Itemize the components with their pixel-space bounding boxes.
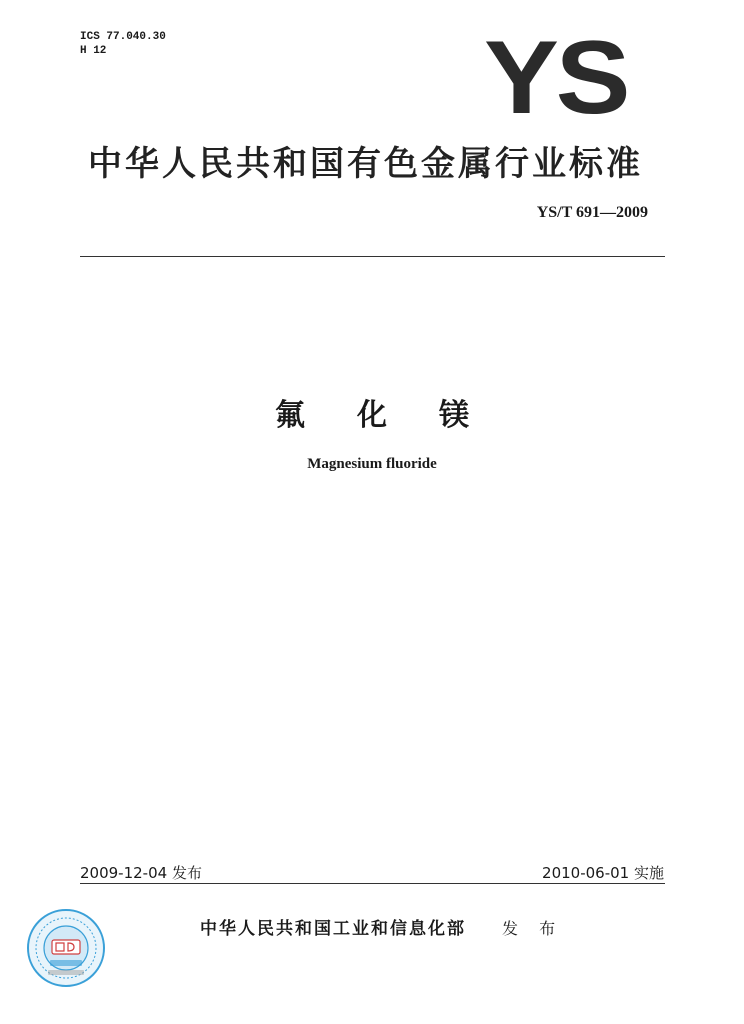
issue-date: 2009-12-04 发布 (80, 864, 202, 882)
implementation-date: 2010-06-01 实施 (542, 864, 664, 882)
certification-seal-icon (26, 908, 106, 988)
classification-codes (80, 30, 166, 58)
issuing-authority: 中华人民共和国工业和信息化部 (200, 919, 466, 939)
document-title-chinese: 氟化镁 (275, 398, 521, 433)
ics-code: ICS 77.040.30 (80, 31, 166, 43)
issuing-authority-suffix: 发 布 (502, 919, 564, 938)
top-divider (80, 256, 665, 257)
bottom-divider (80, 883, 665, 884)
ys-logo: YS (484, 20, 628, 136)
standard-number: YS/T 691—2009 (536, 204, 648, 221)
industry-standard-title: 中华人民共和国有色金属行业标准 (88, 144, 643, 184)
document-title-english: Magnesium fluoride (307, 456, 437, 472)
ccs-code: H 12 (80, 45, 107, 57)
